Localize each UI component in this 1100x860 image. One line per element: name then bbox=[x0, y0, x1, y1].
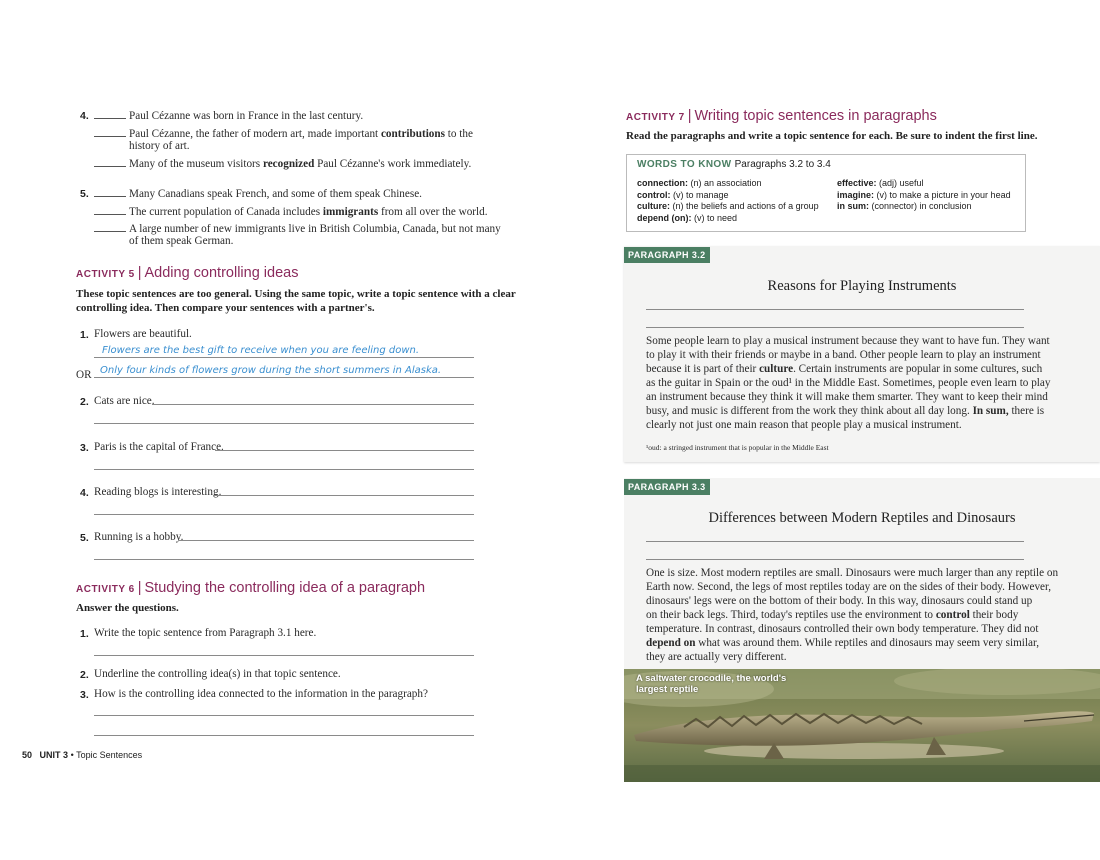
a6-item-3-number: 3. bbox=[80, 689, 89, 701]
topic-sentence-line[interactable] bbox=[646, 559, 1024, 560]
answer-line[interactable] bbox=[94, 357, 474, 358]
q5-option-2: The current population of Canada includes immigrants from all over the world. bbox=[94, 204, 488, 219]
paragraph-title: Reasons for Playing Instruments bbox=[767, 278, 957, 294]
right-page bbox=[560, 0, 1100, 860]
paragraph-line: dinosaurs' legs were on the bottom of their body. In this way, dinosaurs could stand up bbox=[646, 595, 1033, 607]
answer-line[interactable] bbox=[215, 450, 474, 451]
vocab-item: depend (on): (v) to need bbox=[637, 212, 738, 223]
a5-item-2-number: 2. bbox=[80, 396, 89, 408]
paragraph-line: on their back legs. Third, today's reptiles use the environment to control their body bbox=[646, 609, 1019, 621]
answer-line[interactable] bbox=[179, 540, 474, 541]
a5-item-5-number: 5. bbox=[80, 532, 89, 544]
crocodile-photo bbox=[624, 669, 1100, 782]
vocab-item: culture: (n) the beliefs and actions of a group bbox=[637, 201, 819, 212]
activity-7-heading: ACTIVITY 7 | Writing topic sentences in paragraphs bbox=[626, 108, 937, 124]
answer-line[interactable] bbox=[152, 404, 474, 405]
q4-option-1: Paul Cézanne was born in France in the last century. bbox=[94, 108, 363, 123]
activity-title: Adding controlling ideas bbox=[144, 265, 299, 281]
activity-title: Studying the controlling idea of a paragraph bbox=[144, 580, 426, 596]
paragraph-line: because it is part of their culture. Certain instruments are popular in some cultures, such bbox=[646, 363, 1043, 375]
paragraph-line: as the guitar in Spain or the oud¹ in the Middle East. Sometimes, people even learn to play bbox=[646, 377, 1051, 389]
a5-item-4-number: 4. bbox=[80, 487, 89, 499]
activity-5-instructions: These topic sentences are too general. Using the same topic, write a topic sentence with a clear controlling idea. Then compare your sentences with a partner's. bbox=[76, 288, 516, 314]
activity-label: ACTIVITY 6 bbox=[76, 584, 135, 595]
answer-blank[interactable] bbox=[94, 156, 126, 167]
q5-option-3-cont: of them speak German. bbox=[129, 235, 234, 247]
answer-line[interactable] bbox=[94, 423, 474, 424]
answer-blank[interactable] bbox=[94, 108, 126, 119]
topic-sentence-line[interactable] bbox=[646, 309, 1024, 310]
q4-option-2: Paul Cézanne, the father of modern art, made important contributions to the bbox=[94, 126, 473, 141]
a5-item-1-text: Flowers are beautiful. bbox=[94, 328, 192, 340]
q5-option-1: Many Canadians speak French, and some of them speak Chinese. bbox=[94, 186, 422, 201]
paragraph-tag: PARAGRAPH 3.3 bbox=[624, 479, 710, 495]
topic-sentence-line[interactable] bbox=[646, 327, 1024, 328]
words-to-know-box bbox=[626, 154, 1026, 232]
a6-item-3-text: How is the controlling idea connected to the information in the paragraph? bbox=[94, 688, 428, 700]
vocab-item: imagine: (v) to make a picture in your head bbox=[837, 189, 1011, 200]
q5-option-3: A large number of new immigrants live in British Columbia, Canada, but not many bbox=[94, 221, 501, 236]
paragraph-body bbox=[646, 566, 1058, 664]
footnote: ¹oud: a stringed instrument that is popular in the Middle East bbox=[646, 443, 829, 452]
a6-item-1-number: 1. bbox=[80, 628, 89, 640]
vocab-item: control: (v) to manage bbox=[637, 189, 729, 200]
vocab-item: connection: (n) an association bbox=[637, 178, 762, 188]
or-label: OR bbox=[76, 369, 92, 381]
answer-blank[interactable] bbox=[94, 221, 126, 232]
unit-label: UNIT 3 bbox=[39, 750, 69, 760]
topic-sentence-line[interactable] bbox=[646, 541, 1024, 542]
a6-item-1-text: Write the topic sentence from Paragraph 3.1 here. bbox=[94, 627, 317, 639]
paragraph-line: temperature. In contrast, dinosaurs controlled their own body temperature. They did not bbox=[646, 623, 1039, 635]
a5-item-5-text: Running is a hobby. bbox=[94, 531, 184, 543]
paragraph-line: Earth now. Second, the legs of most reptiles today are on the sides of their body. However, bbox=[646, 581, 1052, 593]
page-footer: 50 UNIT 3 • Topic Sentences bbox=[22, 750, 143, 760]
page-number: 50 bbox=[22, 750, 33, 760]
paragraph-3-2-panel bbox=[624, 246, 1100, 462]
a5-item-3-number: 3. bbox=[80, 442, 89, 454]
vocab-item: effective: (adj) useful bbox=[837, 178, 924, 188]
vocab-item: in sum: (connector) in conclusion bbox=[837, 201, 972, 212]
paragraph-line: clearly not just one main reason that people play a musical instrument. bbox=[646, 419, 962, 431]
paragraph-line: to play it with their friends or maybe in a band. Other people learn to play an instrument bbox=[646, 349, 1041, 361]
paragraph-3-3-panel bbox=[624, 478, 1100, 782]
activity-6-heading: ACTIVITY 6 | Studying the controlling idea of a paragraph bbox=[76, 580, 426, 596]
answer-line[interactable] bbox=[94, 377, 474, 378]
paragraph-line: One is size. Most modern reptiles are small. Dinosaurs were much larger than any reptile on bbox=[646, 567, 1059, 579]
answer-blank[interactable] bbox=[94, 186, 126, 197]
answer-blank[interactable] bbox=[94, 204, 126, 215]
answer-line[interactable] bbox=[94, 514, 474, 515]
answer-line[interactable] bbox=[94, 469, 474, 470]
vocab-list-right bbox=[837, 178, 1011, 213]
words-to-know-heading: WORDS TO KNOW Paragraphs 3.2 to 3.4 bbox=[637, 159, 831, 170]
unit-topic: Topic Sentences bbox=[76, 750, 143, 760]
activity-label: ACTIVITY 5 bbox=[76, 269, 135, 280]
activity-title: Writing topic sentences in paragraphs bbox=[694, 108, 937, 124]
a5-item-4-text: Reading blogs is interesting. bbox=[94, 486, 222, 498]
handwritten-answer-1: Flowers are the best gift to receive when you are feeling down. bbox=[102, 345, 420, 356]
paragraph-title: Differences between Modern Reptiles and Dinosaurs bbox=[708, 510, 1016, 526]
answer-line[interactable] bbox=[94, 559, 474, 560]
handwritten-answer-2: Only four kinds of flowers grow during the short summers in Alaska. bbox=[100, 365, 442, 376]
paragraph-line: an instrument because they think it will make them smarter. They want to keep their mind bbox=[646, 391, 1048, 403]
vocab-list-left bbox=[637, 178, 819, 224]
activity-7-instructions: Read the paragraphs and write a topic sentence for each. Be sure to indent the first line. bbox=[626, 130, 1038, 142]
a6-item-2-number: 2. bbox=[80, 669, 89, 681]
answer-blank[interactable] bbox=[94, 126, 126, 137]
a6-item-2-text: Underline the controlling idea(s) in that topic sentence. bbox=[94, 668, 341, 680]
q4-option-3: Many of the museum visitors recognized Paul Cézanne's work immediately. bbox=[94, 156, 471, 171]
q5-number: 5. bbox=[80, 188, 89, 200]
answer-line[interactable] bbox=[94, 655, 474, 656]
paragraph-line: Some people learn to play a musical instrument because they want to have fun. They want bbox=[646, 335, 1050, 347]
a5-item-2-text: Cats are nice. bbox=[94, 395, 155, 407]
paragraph-tag: PARAGRAPH 3.2 bbox=[624, 247, 710, 263]
q4-number: 4. bbox=[80, 110, 89, 122]
activity-label: ACTIVITY 7 bbox=[626, 112, 685, 123]
photo-caption: A saltwater crocodile, the world's largest reptile bbox=[636, 673, 787, 695]
a5-item-3-text: Paris is the capital of France. bbox=[94, 441, 224, 453]
a5-item-1-number: 1. bbox=[80, 329, 89, 341]
answer-line[interactable] bbox=[213, 495, 474, 496]
paragraph-body bbox=[646, 334, 1050, 432]
activity-5-heading: ACTIVITY 5 | Adding controlling ideas bbox=[76, 265, 299, 281]
answer-line[interactable] bbox=[94, 715, 474, 716]
q4-option-2-cont: history of art. bbox=[129, 140, 190, 152]
answer-line[interactable] bbox=[94, 735, 474, 736]
paragraph-line: depend on what was around them. While reptiles and dinosaurs may seem very similar, bbox=[646, 637, 1040, 649]
paragraph-line: busy, and music is different from the work they think about all day long. In sum, there is bbox=[646, 405, 1045, 417]
activity-6-instructions: Answer the questions. bbox=[76, 602, 179, 614]
paragraph-line: they are actually very different. bbox=[646, 651, 787, 663]
